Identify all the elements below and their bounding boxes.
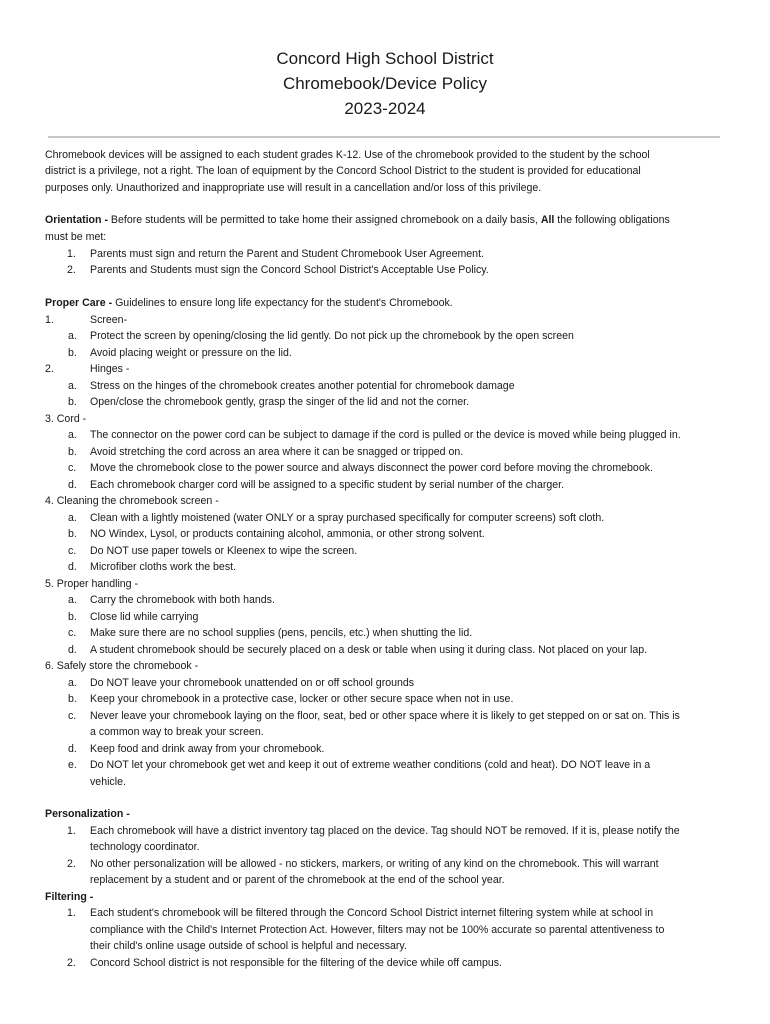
school-district-title: Concord High School District xyxy=(276,49,494,68)
list-number: 2. xyxy=(67,858,76,870)
list-item: NO Windex, Lysol, or products containing alcohol, ammonia, or other strong solvent. xyxy=(90,528,485,540)
list-letter: a. xyxy=(68,429,77,441)
proper-care-heading: Proper Care - xyxy=(45,297,113,309)
list-item-continuation: their child's online usage outside of school is helpful and necessary. xyxy=(90,940,407,952)
subsection-label: Hinges - xyxy=(90,363,130,375)
list-letter: a. xyxy=(68,330,77,342)
list-item: Close lid while carrying xyxy=(90,611,199,623)
list-item-continuation: technology coordinator. xyxy=(90,841,200,853)
list-item-continuation: replacement by a student and or parent of the chromebook at the end of the school year. xyxy=(90,874,505,886)
list-letter: d. xyxy=(68,561,77,573)
intro-line: Chromebook devices will be assigned to each student grades K-12. Use of the chromebook provided to the student by the school xyxy=(45,149,650,161)
school-year: 2023-2024 xyxy=(344,99,426,118)
list-letter: a. xyxy=(68,512,77,524)
list-number: 1. xyxy=(67,907,76,919)
list-item: Avoid stretching the cord across an area where it can be snagged or tripped on. xyxy=(90,446,464,458)
list-item: Avoid placing weight or pressure on the lid. xyxy=(90,347,292,359)
list-item: Each student's chromebook will be filtered through the Concord School District internet filtering system while at school in xyxy=(90,907,654,919)
list-letter: b. xyxy=(68,693,77,705)
list-item: The connector on the power cord can be subject to damage if the cord is pulled or the device is moved while being plugged in. xyxy=(90,429,681,441)
list-letter: b. xyxy=(68,528,77,540)
list-item: Protect the screen by opening/closing the lid gently. Do not pick up the chromebook by the open screen xyxy=(90,330,574,342)
list-item: Do NOT use paper towels or Kleenex to wipe the screen. xyxy=(90,545,358,557)
orientation-paragraph xyxy=(45,212,670,228)
list-item: Concord School district is not responsible for the filtering of the device while off campus. xyxy=(90,957,502,969)
header-divider xyxy=(48,136,720,138)
list-letter: d. xyxy=(68,644,77,656)
orientation-text: the following obligations xyxy=(554,214,670,226)
list-letter: b. xyxy=(68,446,77,458)
list-item-continuation: compliance with the Child's Internet Protection Act. However, filters may not be 100% accurate so parental attentiveness to xyxy=(90,924,665,936)
orientation-text: must be met: xyxy=(45,231,107,243)
personalization-heading: Personalization - xyxy=(45,808,130,820)
list-item: Parents and Students must sign the Concord School District's Acceptable Use Policy. xyxy=(90,264,489,276)
list-letter: c. xyxy=(68,627,77,639)
list-number: 1. xyxy=(67,248,76,260)
list-number: 1. xyxy=(67,825,76,837)
list-item: Do NOT leave your chromebook unattended on or off school grounds xyxy=(90,677,415,689)
handling-heading: 5. Proper handling - xyxy=(45,578,139,590)
list-item: Each chromebook will have a district inventory tag placed on the device. Tag should NOT be removed. If it is, please notify the xyxy=(90,825,680,837)
list-item: Keep your chromebook in a protective case, locker or other secure space when not in use. xyxy=(90,693,514,705)
list-number: 1. xyxy=(45,314,54,326)
list-item: Move the chromebook close to the power source and always disconnect the power cord before moving the chromebook. xyxy=(90,462,653,474)
list-letter: d. xyxy=(68,743,77,755)
cleaning-heading: 4. Cleaning the chromebook screen - xyxy=(45,495,219,507)
subsection-label: Screen- xyxy=(90,314,128,326)
list-letter: c. xyxy=(68,462,77,474)
list-letter: a. xyxy=(68,677,77,689)
orientation-heading: Orientation - xyxy=(45,214,108,226)
list-item: Clean with a lightly moistened (water ONLY or a spray purchased specifically for computer screens) soft cloth. xyxy=(90,512,605,524)
intro-line: purposes only. Unauthorized and inappropriate use will result in a cancellation and/or loss of this privilege. xyxy=(45,182,542,194)
list-item: Microfiber cloths work the best. xyxy=(90,561,237,573)
list-item: Carry the chromebook with both hands. xyxy=(90,594,275,606)
orientation-text: Before students will be permitted to take home their assigned chromebook on a daily basis, xyxy=(107,214,541,226)
list-letter: b. xyxy=(68,611,77,623)
list-item: Make sure there are no school supplies (pens, pencils, etc.) when shutting the lid. xyxy=(90,627,473,639)
filtering-heading: Filtering - xyxy=(45,891,94,903)
storing-heading: 6. Safely store the chromebook - xyxy=(45,660,199,672)
list-number: 2. xyxy=(45,363,54,375)
list-item: No other personalization will be allowed - no stickers, markers, or writing of any kind on the chromebook. This will warrant xyxy=(90,858,659,870)
cord-heading: 3. Cord - xyxy=(45,413,87,425)
proper-care-text: Guidelines to ensure long life expectancy for the student's Chromebook. xyxy=(112,297,453,309)
list-item: Do NOT let your chromebook get wet and keep it out of extreme weather conditions (cold and heat). DO NOT leave in a xyxy=(90,759,651,771)
list-item: Keep food and drink away from your chromebook. xyxy=(90,743,325,755)
intro-line: district is a privilege, not a right. The loan of equipment by the Concord School District to the student is provided for educational xyxy=(45,165,641,177)
list-number: 2. xyxy=(67,264,76,276)
list-item: A student chromebook should be securely placed on a desk or table when using it during class. Not placed on your lap. xyxy=(90,644,648,656)
list-item: Parents must sign and return the Parent and Student Chromebook User Agreement. xyxy=(90,248,484,260)
proper-care-paragraph xyxy=(45,295,453,311)
list-letter: c. xyxy=(68,710,77,722)
list-letter: d. xyxy=(68,479,77,491)
list-item-continuation: vehicle. xyxy=(90,776,126,788)
policy-title: Chromebook/Device Policy xyxy=(282,74,488,93)
list-item: Never leave your chromebook laying on the floor, seat, bed or other space where it is likely to get stepped on or sat on. This is xyxy=(90,710,680,722)
list-item: Open/close the chromebook gently, grasp the singer of the lid and not the corner. xyxy=(90,396,470,408)
list-letter: e. xyxy=(68,759,77,771)
list-letter: c. xyxy=(68,545,77,557)
list-letter: b. xyxy=(68,347,77,359)
list-number: 2. xyxy=(67,957,76,969)
list-item: Stress on the hinges of the chromebook creates another potential for chromebook damage xyxy=(90,380,515,392)
list-letter: b. xyxy=(68,396,77,408)
orientation-all: All xyxy=(540,214,555,226)
list-letter: a. xyxy=(68,380,77,392)
list-item-continuation: a common way to break your screen. xyxy=(90,726,264,738)
list-letter: a. xyxy=(68,594,77,606)
list-item: Each chromebook charger cord will be assigned to a specific student by serial number of the charger. xyxy=(90,479,565,491)
